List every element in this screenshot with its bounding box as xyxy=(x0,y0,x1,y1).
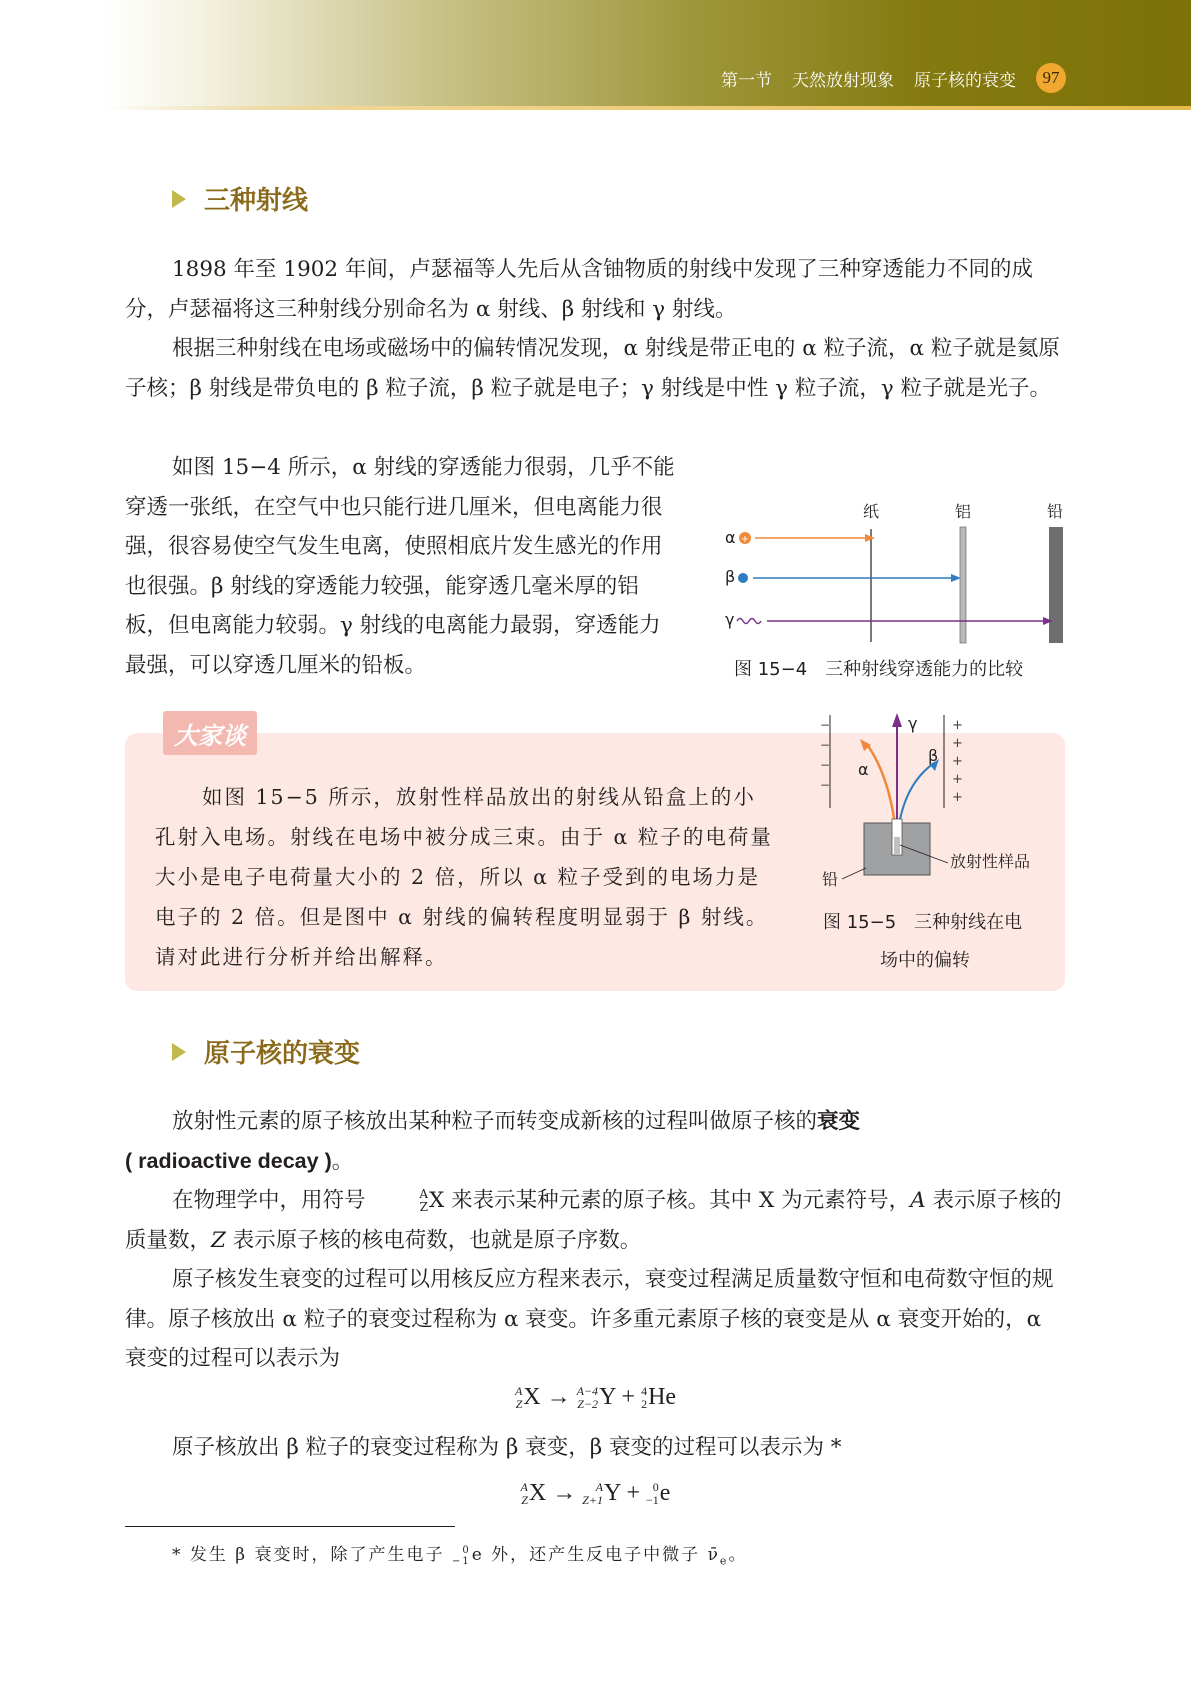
term-english: ( radioactive decay ) xyxy=(125,1148,332,1173)
label-beta: β xyxy=(928,746,939,765)
paragraph: 原子核发生衰变的过程可以用核反应方程来表示，衰变过程满足质量数守恒和电荷数守恒的规律。原子核放出 α 粒子的衰变过程称为 α 衰变。许多重元素原子核的衰变是从 α 衰变开始的，α 衰变的过程可以表示为 xyxy=(125,1267,1054,1371)
figure-caption-line-2: 场中的偏转 xyxy=(880,950,970,971)
formula-beta-decay: A Z X → A Z+1 Y + 0 −1 e xyxy=(520,1480,671,1508)
label-lead: 铅 xyxy=(822,870,839,889)
aluminum-plate xyxy=(960,527,966,643)
lead-plate xyxy=(1049,527,1063,643)
figure-caption-line-1: 图 15−5 三种射线在电 xyxy=(823,912,1023,933)
header-topic-1: 天然放射现象 xyxy=(792,70,894,91)
label-aluminum: 铝 xyxy=(954,502,972,521)
triangle-bullet-icon xyxy=(172,1043,186,1061)
svg-text:+: + xyxy=(952,772,963,787)
paragraph: 原子核放出 β 粒子的衰变过程称为 β 衰变，β 衰变的过程可以表示为 * xyxy=(172,1435,842,1460)
paragraph-decay-definition: 放射性元素的原子核放出某种粒子而转变成新核的过程叫做原子核的衰变 ( radioactive decay )。 xyxy=(125,1109,861,1174)
svg-text:−: − xyxy=(820,738,831,752)
section-heading-three-rays xyxy=(172,180,308,217)
svg-text:+: + xyxy=(740,534,750,545)
section-title: 三种射线 xyxy=(204,186,309,216)
label-sample: 放射性样品 xyxy=(950,852,1031,871)
paragraph-notation: 在物理学中，用符号 A Z X 来表示某种元素的原子核。其中 X 为元素符号，A 表示原子核的质量数，Z 表示原子核的核电荷数，也就是原子序数。 xyxy=(125,1187,1062,1253)
figure-penetration-diagram xyxy=(715,497,1065,657)
svg-text:+: + xyxy=(952,790,963,805)
page-number: 97 xyxy=(1036,63,1066,93)
figure-deflection-diagram xyxy=(818,713,1048,893)
running-header xyxy=(721,60,1066,96)
discussion-text: 如图 15−5 所示，放射性样品放出的射线从铅盒上的小孔射入电场。射线在电场中被分成三束。由于 α 粒子的电荷量大小是电子电荷量大小的 2 倍，所以 α 粒子受到的电场力是电子的 2 倍。但是图中 α 射线的偏转程度明显弱于 β 射线。请对此进行分析并给出解释。 xyxy=(155,785,773,969)
radioactive-sample xyxy=(894,837,900,855)
svg-text:−: − xyxy=(820,778,831,792)
label-beta: β xyxy=(725,567,736,586)
header-topic-2: 原子核的衰变 xyxy=(914,70,1016,91)
svg-text:+: + xyxy=(952,736,963,751)
svg-text:−: − xyxy=(820,758,831,772)
label-gamma: γ xyxy=(908,714,918,733)
svg-text:−: − xyxy=(820,718,831,732)
alpha-ray xyxy=(866,743,895,825)
section-title: 原子核的衰变 xyxy=(204,1039,361,1069)
footnote: * 发生 β 衰变时，除了产生电子 0 −1 e 外，还产生反电子中微子 $\nū_e$。 xyxy=(172,1544,748,1568)
paragraph: 根据三种射线在电场或磁场中的偏转情况发现，α 射线是带正电的 α 粒子流，α 粒子就是氦原子核；β 射线是带负电的 β 粒子流，β 粒子就是电子；γ 射线是中性 γ 粒子流，γ 粒子就是光子。 xyxy=(125,336,1060,401)
paragraph: 如图 15−4 所示，α 射线的穿透能力很弱，几乎不能穿透一张纸，在空气中也只能行进几厘米，但电离能力很强，很容易使空气发生电离，使照相底片发生感光的作用也很强。β 射线的穿透能力较强，能穿透几毫米厚的铝板，但电离能力较弱。γ 射线的电离能力最弱，穿透能力最强，可以穿透几厘米的铅板。 xyxy=(125,455,675,678)
label-paper: 纸 xyxy=(862,502,880,521)
label-alpha: α xyxy=(858,760,869,779)
term-decay: 衰变 xyxy=(817,1109,861,1134)
header-underline xyxy=(105,106,1191,110)
svg-text:+: + xyxy=(952,718,963,733)
label-gamma: γ xyxy=(725,610,735,629)
beta-ray xyxy=(899,763,934,825)
formula-alpha-decay: A Z X → A−4 Z−2 Y + 4 2 He xyxy=(514,1384,677,1412)
label-lead: 铅 xyxy=(1046,502,1064,521)
discussion-badge: 大家谈 xyxy=(163,711,257,755)
footnote-rule xyxy=(125,1526,455,1527)
header-section: 第一节 xyxy=(721,70,772,91)
label-alpha: α xyxy=(725,528,736,547)
section-heading-decay xyxy=(172,1033,360,1070)
beta-particle-icon xyxy=(738,573,748,583)
gamma-wave-icon xyxy=(737,619,761,624)
triangle-bullet-icon xyxy=(172,190,186,208)
paragraph: 1898 年至 1902 年间，卢瑟福等人先后从含铀物质的射线中发现了三种穿透能力不同的成分，卢瑟福将这三种射线分别命名为 α 射线、β 射线和 γ 射线。 xyxy=(125,257,1033,322)
svg-text:+: + xyxy=(952,754,963,769)
figure-caption: 图 15−4 三种射线穿透能力的比较 xyxy=(734,659,1024,680)
